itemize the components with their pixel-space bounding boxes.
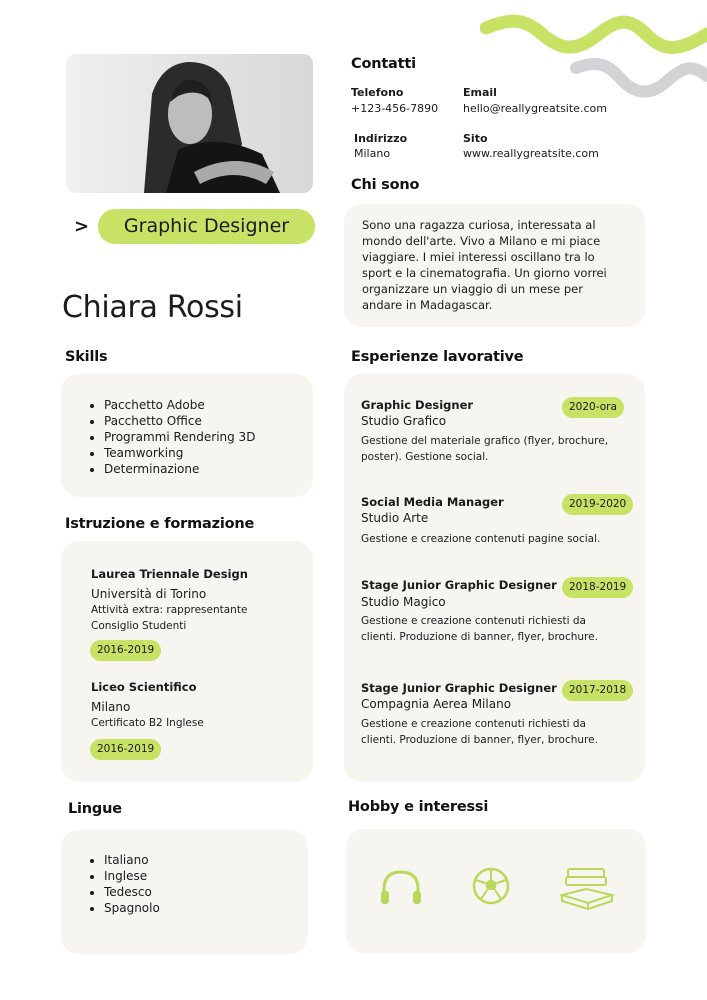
email-value: hello@reallygreatsite.com bbox=[463, 102, 607, 115]
job-role: Stage Junior Graphic Designer bbox=[361, 681, 557, 695]
job-company: Studio Magico bbox=[361, 595, 446, 609]
skills-list bbox=[86, 397, 255, 477]
site-label: Sito bbox=[463, 132, 488, 145]
hobbies-card bbox=[346, 829, 646, 953]
role-badge: Graphic Designer bbox=[98, 209, 315, 244]
person-name: Chiara Rossi bbox=[62, 290, 243, 325]
job-years-badge: 2017-2018 bbox=[562, 680, 633, 701]
contacts-title: Contatti bbox=[351, 56, 416, 72]
education-card bbox=[61, 541, 313, 782]
phone-label: Telefono bbox=[351, 86, 404, 99]
about-card bbox=[344, 204, 645, 327]
education-school: Milano bbox=[91, 700, 131, 714]
job-years-badge: 2018-2019 bbox=[562, 577, 633, 598]
about-text: Sono una ragazza curiosa, interessata al mondo dell'arte. Vivo a Milano e mi piace viaggiare. I miei interessi oscillano tra lo sport e la cinematografia. Un giorno vorrei organizzare un viaggio di un mese per andare in Madagascar. bbox=[362, 218, 607, 312]
education-degree: Laurea Triennale Design bbox=[91, 567, 248, 581]
about-title: Chi sono bbox=[351, 177, 420, 193]
phone-value: +123-456-7890 bbox=[351, 102, 439, 115]
soccer-ball-icon bbox=[471, 866, 511, 906]
list-item: • Italiano bbox=[104, 852, 160, 868]
list-item: • Pacchetto Adobe bbox=[104, 397, 255, 413]
green-wave bbox=[486, 21, 707, 47]
email-label: Email bbox=[463, 86, 497, 99]
education-note: Certificato B2 Inglese bbox=[91, 717, 204, 729]
languages-title: Lingue bbox=[68, 801, 122, 817]
job-role: Graphic Designer bbox=[361, 398, 474, 412]
job-role: Stage Junior Graphic Designer bbox=[361, 578, 557, 592]
gray-wave bbox=[576, 64, 707, 92]
education-school: Università di Torino bbox=[91, 587, 207, 601]
list-item: • Spagnolo bbox=[104, 900, 160, 916]
job-company: Studio Grafico bbox=[361, 414, 447, 428]
address-label: Indirizzo bbox=[354, 132, 408, 145]
job-description: Gestione del materiale grafico (flyer, brochure, poster). Gestione social. bbox=[361, 435, 609, 463]
skills-card bbox=[61, 374, 313, 497]
list-item: • Programmi Rendering 3D bbox=[104, 429, 255, 445]
job-description: Gestione e creazione contenuti richiesti da clienti. Produzione di banner, flyer, brochure. bbox=[361, 615, 598, 643]
job-years-badge: 2020-ora bbox=[562, 397, 624, 418]
address-value: Milano bbox=[354, 147, 391, 160]
list-item: • Inglese bbox=[104, 868, 160, 884]
list-item: • Tedesco bbox=[104, 884, 160, 900]
education-degree: Liceo Scientifico bbox=[91, 680, 197, 694]
education-years-badge: 2016-2019 bbox=[90, 739, 161, 760]
experience-title: Esperienze lavorative bbox=[351, 349, 524, 365]
languages-list bbox=[86, 852, 160, 916]
job-description: Gestione e creazione contenuti richiesti da clienti. Produzione di banner, flyer, brochure. bbox=[361, 718, 598, 746]
job-role: Social Media Manager bbox=[361, 495, 504, 509]
wave-decoration bbox=[480, 12, 707, 107]
profile-photo bbox=[66, 54, 313, 193]
education-years-badge: 2016-2019 bbox=[90, 640, 161, 661]
books-icon bbox=[560, 865, 616, 915]
education-note: Attività extra: rappresentante Consiglio Studenti bbox=[91, 604, 248, 632]
job-company: Studio Arte bbox=[361, 511, 429, 525]
job-years-badge: 2019-2020 bbox=[562, 494, 633, 515]
arrow-icon: > bbox=[74, 216, 90, 237]
experience-card bbox=[344, 374, 645, 782]
education-title: Istruzione e formazione bbox=[65, 516, 255, 532]
list-item: • Determinazione bbox=[104, 461, 255, 477]
job-description: Gestione e creazione contenuti pagine social. bbox=[361, 533, 601, 545]
skills-title: Skills bbox=[65, 349, 108, 365]
job-company: Compagnia Aerea Milano bbox=[361, 697, 512, 711]
languages-card bbox=[61, 830, 308, 954]
hobbies-title: Hobby e interessi bbox=[348, 799, 489, 815]
list-item: • Teamworking bbox=[104, 445, 255, 461]
list-item: • Pacchetto Office bbox=[104, 413, 255, 429]
site-value: www.reallygreatsite.com bbox=[463, 147, 599, 160]
headphones-icon bbox=[378, 867, 424, 909]
